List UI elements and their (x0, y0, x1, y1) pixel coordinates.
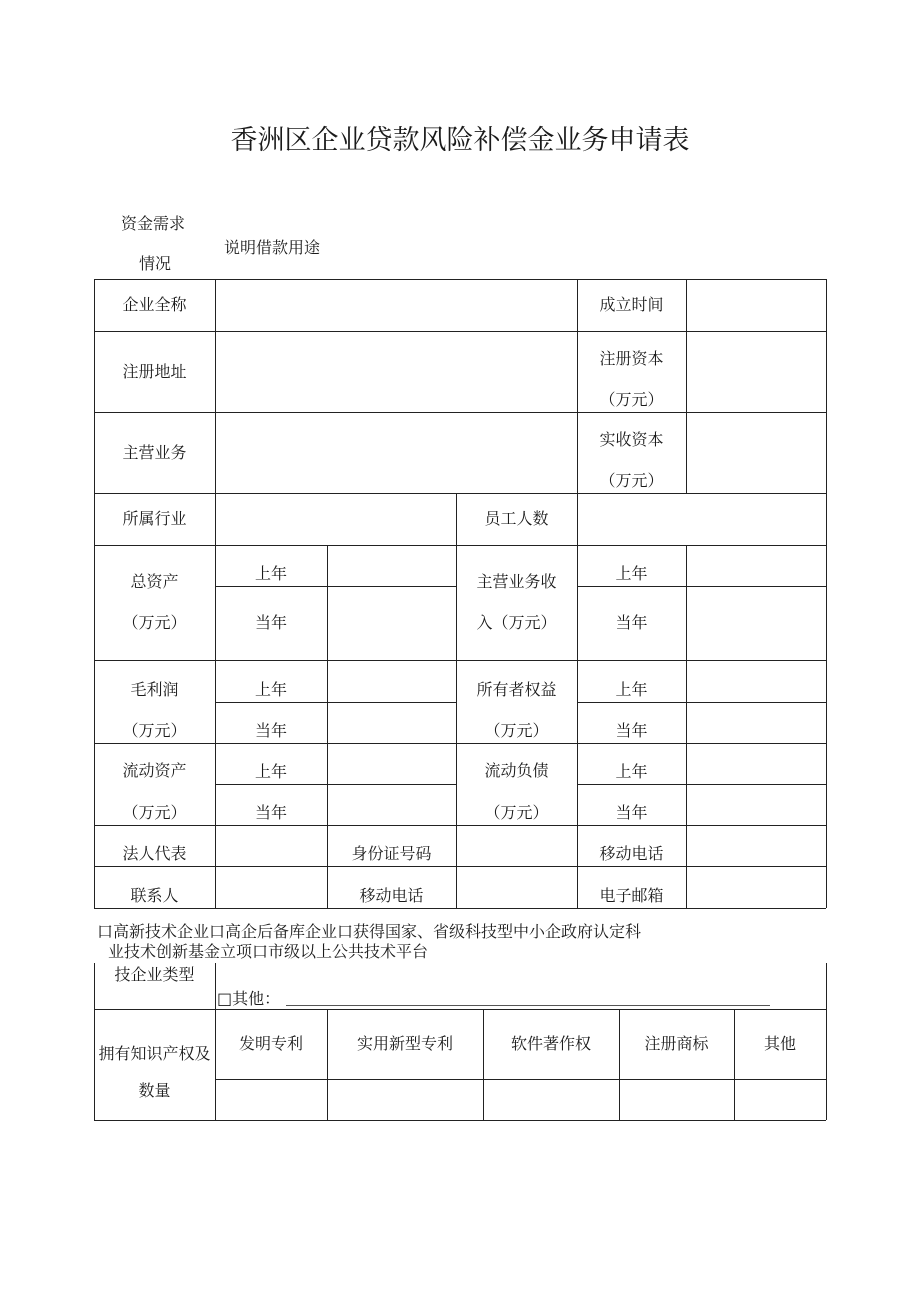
employees-field[interactable] (577, 493, 826, 545)
owner-equity-this-year-label: 当年 (615, 721, 648, 740)
email-label: 电子邮箱 (599, 886, 664, 905)
paid-capital-unit: （万元） (599, 471, 664, 490)
main-revenue-this-year-label: 当年 (615, 613, 648, 632)
registered-capital-unit: （万元） (599, 390, 664, 409)
company-name-label: 企业全称 (122, 295, 187, 314)
owner-equity-last-year-label: 上年 (615, 680, 648, 699)
gross-profit-this-year-field[interactable] (327, 702, 456, 743)
total-assets-this-year-label: 当年 (254, 613, 287, 632)
main-revenue-unit: 入（万元） (476, 613, 557, 632)
current-assets-last-year-field[interactable] (327, 743, 456, 784)
ip-label: 拥有知识产权及 (98, 1044, 211, 1063)
current-assets-last-year-label: 上年 (254, 762, 287, 781)
total-assets-label: 总资产 (130, 572, 179, 591)
ip-header-utility-patent: 实用新型专利 (356, 1034, 453, 1053)
total-assets-this-year-field[interactable] (327, 586, 456, 660)
established-date-label: 成立时间 (599, 295, 664, 314)
main-revenue-this-year-field[interactable] (686, 586, 826, 660)
ip-trademark-count[interactable] (619, 1079, 734, 1120)
gross-profit-label: 毛利润 (130, 680, 179, 699)
legal-rep-field[interactable] (215, 825, 327, 866)
main-revenue-last-year-label: 上年 (615, 564, 648, 583)
ip-other-count[interactable] (734, 1079, 826, 1120)
gross-profit-this-year-label: 当年 (254, 721, 287, 740)
tech-type-options-line2[interactable]: 业技术创新基金立项口市级以上公共技术平台 (108, 942, 429, 961)
gross-profit-last-year-field[interactable] (327, 660, 456, 702)
legal-rep-mobile-field[interactable] (686, 825, 826, 866)
paid-capital-label: 实收资本 (599, 430, 664, 449)
main-revenue-label: 主营业务收 (476, 572, 557, 591)
current-liabilities-last-year-label: 上年 (615, 762, 648, 781)
tech-type-other-checkbox[interactable]: □其他： (217, 989, 281, 1008)
current-liabilities-unit: （万元） (484, 803, 549, 822)
current-assets-label: 流动资产 (122, 761, 187, 780)
current-assets-this-year-field[interactable] (327, 784, 456, 825)
owner-equity-label: 所有者权益 (476, 680, 557, 699)
ip-invention-patent-count[interactable] (215, 1079, 327, 1120)
gross-profit-unit: （万元） (122, 721, 187, 740)
employees-label: 员工人数 (484, 509, 549, 528)
contact-mobile-field[interactable] (456, 866, 577, 908)
current-liabilities-this-year-label: 当年 (615, 803, 648, 822)
tech-type-label: 技企业类型 (114, 965, 195, 984)
ip-label-line2: 数量 (138, 1081, 171, 1100)
industry-label: 所属行业 (122, 509, 187, 528)
ip-header-trademark: 注册商标 (644, 1034, 709, 1053)
registered-address-label: 注册地址 (122, 361, 187, 381)
funding-purpose-hint: 说明借款用途 (224, 238, 321, 257)
id-number-label: 身份证号码 (351, 844, 432, 863)
main-business-label: 主营业务 (122, 442, 187, 462)
total-assets-unit: （万元） (122, 613, 187, 632)
ip-header-invention-patent: 发明专利 (238, 1034, 303, 1053)
registered-capital-field[interactable] (686, 331, 826, 412)
ip-software-copyright-count[interactable] (483, 1079, 619, 1120)
established-date-field[interactable] (686, 279, 826, 331)
ip-header-software-copyright: 软件著作权 (510, 1034, 591, 1053)
total-assets-last-year-field[interactable] (327, 545, 456, 586)
contact-mobile-label: 移动电话 (359, 886, 424, 905)
paid-capital-field[interactable] (686, 412, 826, 493)
legal-rep-label: 法人代表 (122, 844, 187, 863)
contact-person-label: 联系人 (130, 886, 179, 905)
current-assets-unit: （万元） (122, 803, 187, 822)
main-business-field[interactable] (215, 412, 577, 493)
ip-utility-patent-count[interactable] (327, 1079, 483, 1120)
id-number-field[interactable] (456, 825, 577, 866)
current-liabilities-label: 流动负债 (484, 761, 549, 780)
owner-equity-last-year-field[interactable] (686, 660, 826, 702)
tech-type-other-input[interactable] (286, 1005, 770, 1006)
funding-label-line2: 情况 (139, 254, 172, 273)
industry-field[interactable] (215, 493, 456, 545)
current-liabilities-this-year-field[interactable] (686, 784, 826, 825)
registered-address-field[interactable] (215, 331, 577, 412)
total-assets-last-year-label: 上年 (254, 564, 287, 583)
owner-equity-unit: （万元） (484, 721, 549, 740)
registered-capital-label: 注册资本 (599, 349, 664, 368)
main-revenue-last-year-field[interactable] (686, 545, 826, 586)
funding-label-line1: 资金需求 (121, 214, 186, 233)
company-name-field[interactable] (215, 279, 577, 331)
gross-profit-last-year-label: 上年 (254, 680, 287, 699)
current-liabilities-last-year-field[interactable] (686, 743, 826, 784)
email-field[interactable] (686, 866, 826, 908)
legal-rep-mobile-label: 移动电话 (599, 844, 664, 863)
contact-person-field[interactable] (215, 866, 327, 908)
page-title: 香洲区企业贷款风险补偿金业务申请表 (230, 125, 690, 156)
current-assets-this-year-label: 当年 (254, 803, 287, 822)
owner-equity-this-year-field[interactable] (686, 702, 826, 743)
ip-header-other: 其他 (763, 1034, 796, 1053)
tech-type-options-line1[interactable]: 口高新技术企业口高企后备库企业口获得国家、省级科技型中小企政府认定科 (97, 922, 642, 941)
